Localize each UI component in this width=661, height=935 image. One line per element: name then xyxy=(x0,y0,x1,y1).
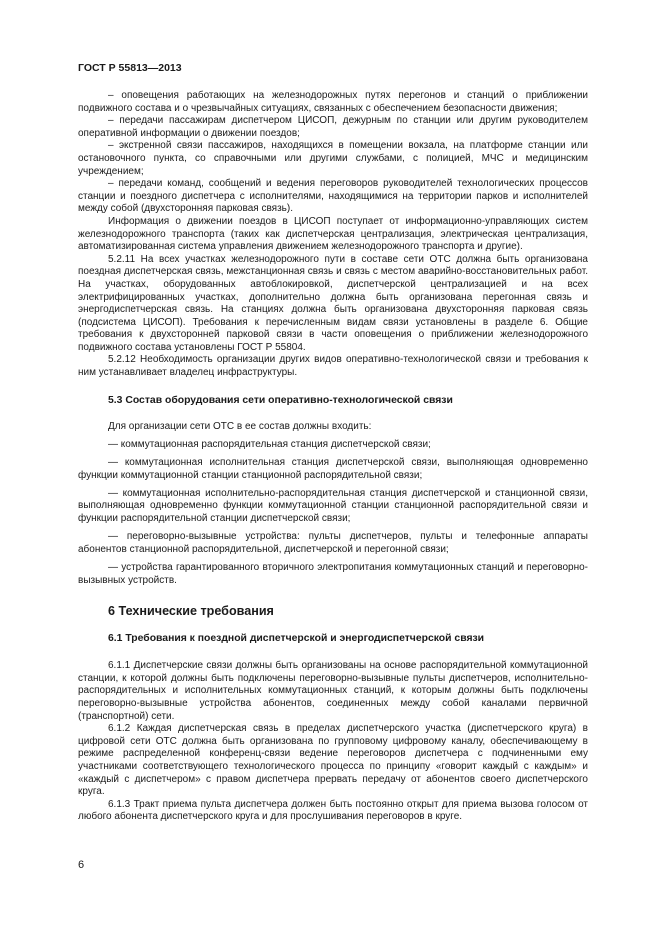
paragraph-5-2-12: 5.2.12 Необходимость организации других видов оперативно-технологической связи и требования к ним устанавливает владелец инфраструктуры. xyxy=(78,354,588,379)
list-item: — переговорно-вызывные устройства: пульты диспетчеров, пульты и телефонные аппараты абонентов станционной распорядительной, диспетчерской и перегонной связи; xyxy=(78,531,588,555)
paragraph-cisop-info: Информация о движении поездов в ЦИСОП поступает от информационно-управляющих систем железнодорожного транспорта (таких как диспетчерская централизация, электрическая централизация, автоматизированная система управления движением железнодорожного транспорта и другие). xyxy=(78,215,588,253)
paragraph-passenger-info: – передачи пассажирам диспетчером ЦИСОП, дежурным по станции или другим руководителем оперативной информации о движении поездов; xyxy=(78,115,588,139)
section-5-3-list xyxy=(78,421,588,588)
paragraph-emergency-passengers: – экстренной связи пассажиров, находящихся в помещении вокзала, на платформе станции или остановочного пункта, со справочными или другими службами, с полицией, МЧС и медицинским учреждением; xyxy=(78,140,588,177)
paragraph-park-communication: – передачи команд, сообщений и ведения переговоров руководителей технологических процессов станции и поездного диспетчера с исполнителями, находящимися на территории парков и исполнителей между собой (двухсторонняя парковая связь). xyxy=(78,178,588,215)
page-body xyxy=(78,90,588,824)
list-item: — коммутационная распорядительная станция диспетчерской связи; xyxy=(108,438,431,450)
section-6-1-heading: 6.1 Требования к поездной диспетчерской и энергодиспетчерской связи xyxy=(108,633,485,645)
section-6-heading: 6 Технические требования xyxy=(108,604,274,619)
paragraph-6-1-3: 6.1.3 Тракт приема пульта диспетчера должен быть постоянно открыт для приема вызова голосом от любого абонента диспетчерского круга и для прослушивания переговоров в круге. xyxy=(78,798,588,823)
paragraph-5-2-11: 5.2.11 На всех участках железнодорожного пути в составе сети ОТС должна быть организована поездная диспетчерская связь, межстанционная связь и связь с местом аварийно-восстановительных работ. На участках, оборудованных автоблокировкой, диспетчерской централизацией и на всех электрифицированных участках, дополнительно должна быть организована перегонная связь и энергодиспетчерская связь. На станциях должна быть организована двухсторонняя парковая связь (подсистема ЦИСОП). Требования к перечисленным видам связи установлены в разделе 6. Общие требования к двухсторонней парковой связи в части оповещения о приближении железнодорожного подвижного состава установлены ГОСТ Р 55804. xyxy=(78,253,588,353)
list-item: — устройства гарантированного вторичного электропитания коммутационных станций и переговорно-вызывных устройств. xyxy=(78,561,588,586)
section-5-3-intro: Для организации сети ОТС в ее состав должны входить: xyxy=(108,420,372,432)
paragraph-6-1-2: 6.1.2 Каждая диспетчерская связь в пределах диспетчерского участка (диспетчерского круга) в цифровой сети ОТС должна быть организована по групповому цифровому каналу, обеспечивающему в режиме распределенной конференц-связи ведение переговоров диспетчера с подчиненными ему участниками соответствующего технологического процесса по принципу «говорит каждый с каждым» и «каждый с диспетчером» с правом диспетчера прервать передачу от абонентов своего диспетчерского круга. xyxy=(78,723,588,798)
paragraph-alert-workers: – оповещения работающих на железнодорожных путях перегонов и станций о приближении подвижного состава и о чрезвычайных ситуациях, связанных с обеспечением безопасности движения; xyxy=(78,90,588,114)
paragraph-6-1-1: 6.1.1 Диспетчерские связи должны быть организованы на основе распорядительной коммутационной станции, к которой должны быть подключены переговорно-вызывные пульты диспетчеров, исполнительно-распорядительных и исполнительных коммутационных станций, к которым должны быть подключены переговорно-вызывные устройства абонентов, соединенных между собой каналами первичной (транспортной) сети. xyxy=(78,660,588,722)
document-code-header: ГОСТ Р 55813—2013 xyxy=(78,62,182,74)
list-item: — коммутационная исполнительно-распорядительная станция диспетчерской и станционной связи, выполняющая одновременно функции коммутационной станции станционной распорядительной связи и функции распорядительной станции диспетчерской связи; xyxy=(78,487,588,524)
page-number: 6 xyxy=(78,859,85,871)
list-item: — коммутационная исполнительная станция диспетчерской связи, выполняющая одновременно функции коммутационной станции станционной распорядительной связи; xyxy=(78,457,588,481)
section-5-3-heading: 5.3 Состав оборудования сети оперативно-технологической связи xyxy=(108,394,453,406)
